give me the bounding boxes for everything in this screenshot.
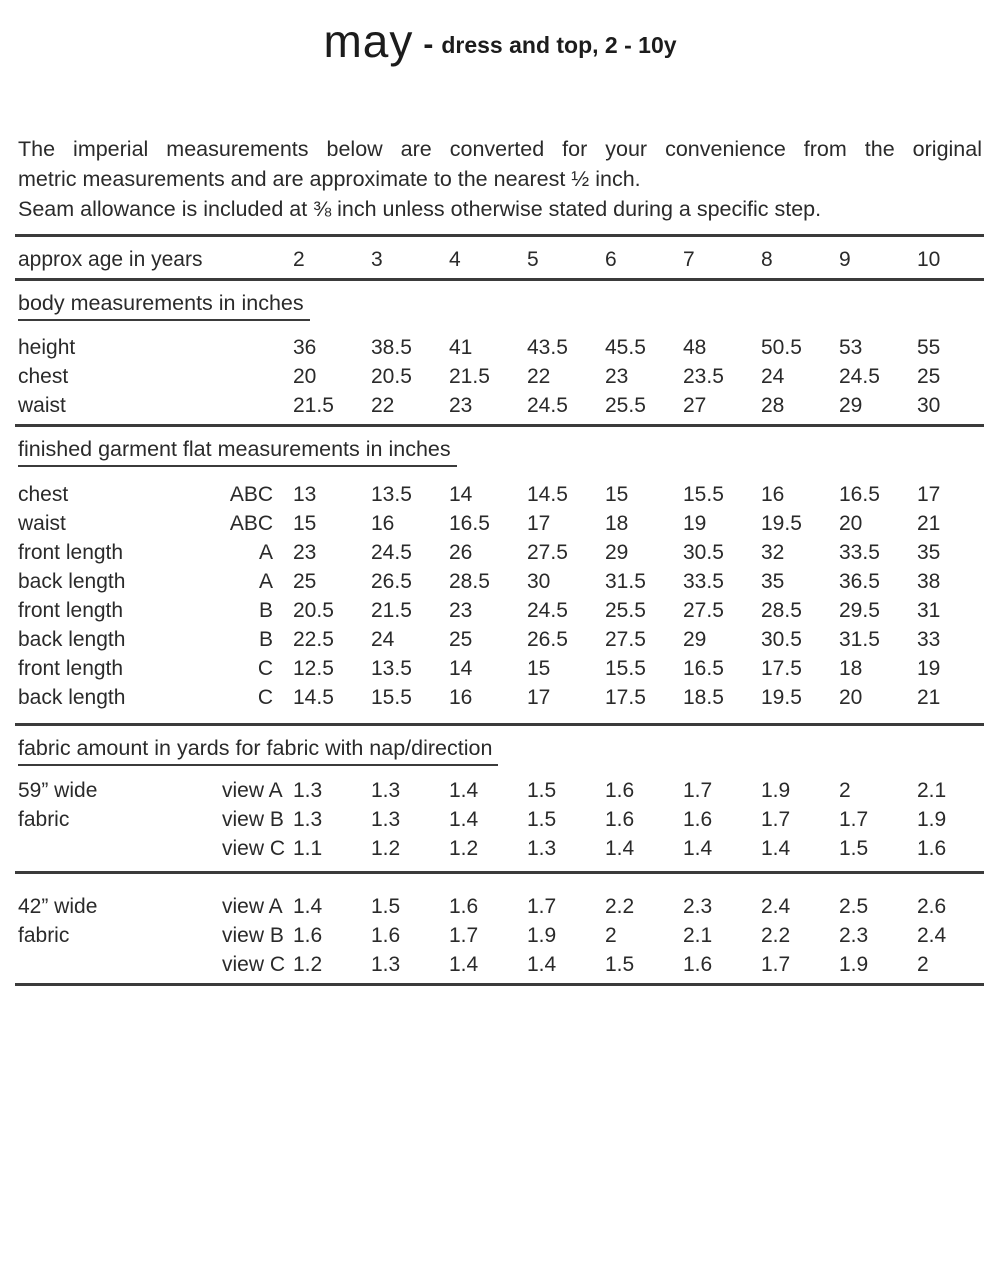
cell-value: 16 bbox=[371, 512, 395, 535]
cell-value: 2 bbox=[917, 953, 929, 976]
cell-value: 14.5 bbox=[527, 483, 568, 506]
cell-value: 2.1 bbox=[683, 924, 713, 947]
cell-value: 26.5 bbox=[527, 628, 568, 651]
divider bbox=[15, 424, 984, 427]
cell-value: 27.5 bbox=[527, 541, 568, 564]
cell-value: 35 bbox=[761, 570, 785, 593]
cell-value: 16.5 bbox=[683, 657, 724, 680]
cell-value: 1.4 bbox=[605, 837, 635, 860]
cell-value: 25 bbox=[449, 628, 473, 651]
fabric-width-label: 59” wide bbox=[18, 779, 98, 802]
fabric-width-label: fabric bbox=[18, 924, 70, 947]
table-row-front-length-b bbox=[18, 596, 982, 625]
row-label: back length bbox=[18, 686, 126, 709]
cell-value: 33.5 bbox=[683, 570, 724, 593]
cell-value: 1.6 bbox=[605, 779, 635, 802]
cell-value: 36 bbox=[293, 336, 317, 359]
cell-value: 19 bbox=[917, 657, 941, 680]
fabric-row-42-view-a bbox=[18, 892, 982, 921]
table-row-front-length-a bbox=[18, 538, 982, 567]
row-variant: B bbox=[258, 599, 273, 622]
row-label: waist bbox=[18, 512, 66, 535]
cell-value: 1.9 bbox=[527, 924, 557, 947]
row-label: back length bbox=[18, 628, 126, 651]
cell-value: 1.9 bbox=[917, 808, 947, 831]
pattern-name: may bbox=[323, 15, 414, 67]
cell-value: 50.5 bbox=[761, 336, 802, 359]
row-variant: view C bbox=[222, 953, 286, 976]
cell-value: 25 bbox=[293, 570, 317, 593]
cell-value: 1.6 bbox=[683, 808, 713, 831]
cell-value: 25.5 bbox=[605, 394, 646, 417]
cell-value: 18 bbox=[839, 657, 863, 680]
fabric-row-59-view-a bbox=[18, 776, 982, 805]
cell-value: 16.5 bbox=[449, 512, 490, 535]
table-row-front-length-c bbox=[18, 654, 982, 683]
cell-value: 45.5 bbox=[605, 336, 646, 359]
cell-value: 1.3 bbox=[371, 953, 401, 976]
cell-value: 18.5 bbox=[683, 686, 724, 709]
table-row-garment-waist bbox=[18, 509, 982, 538]
table-row-back-length-c bbox=[18, 683, 982, 712]
cell-value: 1.7 bbox=[761, 808, 791, 831]
fabric-width-label: fabric bbox=[18, 808, 70, 831]
row-variant: A bbox=[258, 570, 273, 593]
cell-value: 1.6 bbox=[917, 837, 947, 860]
cell-value: 2 bbox=[293, 248, 305, 271]
row-variant: view B bbox=[222, 808, 284, 831]
cell-value: 23 bbox=[449, 599, 473, 622]
fabric-width-label: 42” wide bbox=[18, 895, 98, 918]
cell-value: 19.5 bbox=[761, 512, 802, 535]
divider bbox=[15, 278, 984, 281]
cell-value: 23.5 bbox=[683, 365, 724, 388]
cell-value: 26.5 bbox=[371, 570, 412, 593]
cell-value: 6 bbox=[605, 248, 617, 271]
cell-value: 21.5 bbox=[371, 599, 412, 622]
cell-value: 22 bbox=[371, 394, 395, 417]
cell-value: 19.5 bbox=[761, 686, 802, 709]
cell-value: 17.5 bbox=[761, 657, 802, 680]
cell-value: 1.9 bbox=[839, 953, 869, 976]
cell-value: 15 bbox=[293, 512, 317, 535]
intro-line-3: Seam allowance is included at ⅜ inch unless otherwise stated during a specific step. bbox=[18, 197, 822, 221]
cell-value: 53 bbox=[839, 336, 863, 359]
cell-value: 25.5 bbox=[605, 599, 646, 622]
cell-value: 30.5 bbox=[683, 541, 724, 564]
cell-value: 1.2 bbox=[293, 953, 323, 976]
cell-value: 2.1 bbox=[917, 779, 947, 802]
cell-value: 21 bbox=[917, 686, 941, 709]
table-row-waist bbox=[18, 391, 982, 420]
cell-value: 55 bbox=[917, 336, 941, 359]
row-label: chest bbox=[18, 365, 69, 388]
intro-line-2: metric measurements and are approximate to the nearest ½ inch. bbox=[18, 167, 641, 191]
fabric-row-42-view-b bbox=[18, 921, 982, 950]
cell-value: 38.5 bbox=[371, 336, 412, 359]
row-variant: view B bbox=[222, 924, 284, 947]
cell-value: 2.4 bbox=[761, 895, 791, 918]
table-row-height bbox=[18, 333, 982, 362]
cell-value: 2.6 bbox=[917, 895, 947, 918]
divider bbox=[15, 983, 984, 986]
cell-value: 36.5 bbox=[839, 570, 880, 593]
cell-value: 1.4 bbox=[527, 953, 557, 976]
cell-value: 1.4 bbox=[761, 837, 791, 860]
cell-value: 16 bbox=[449, 686, 473, 709]
title-separator: - bbox=[423, 28, 434, 61]
cell-value: 15 bbox=[527, 657, 551, 680]
row-variant: A bbox=[258, 541, 273, 564]
cell-value: 15.5 bbox=[605, 657, 646, 680]
cell-value: 1.9 bbox=[761, 779, 791, 802]
table-row-garment-chest bbox=[18, 480, 982, 509]
cell-value: 24.5 bbox=[371, 541, 412, 564]
page-title bbox=[0, 0, 1000, 78]
fabric-table-42 bbox=[18, 892, 982, 979]
age-header-row bbox=[18, 237, 982, 274]
section-heading-body: body measurements in inches bbox=[18, 290, 982, 321]
cell-value: 29.5 bbox=[839, 599, 880, 622]
age-row-label: approx age in years bbox=[18, 248, 203, 271]
table-row-back-length-b bbox=[18, 625, 982, 654]
cell-value: 1.4 bbox=[683, 837, 713, 860]
cell-value: 1.6 bbox=[293, 924, 323, 947]
cell-value: 9 bbox=[839, 248, 851, 271]
cell-value: 1.6 bbox=[683, 953, 713, 976]
section-heading-fabric: fabric amount in yards for fabric with nap/direction bbox=[18, 735, 982, 766]
cell-value: 8 bbox=[761, 248, 773, 271]
cell-value: 29 bbox=[839, 394, 863, 417]
cell-value: 15.5 bbox=[683, 483, 724, 506]
cell-value: 28.5 bbox=[761, 599, 802, 622]
row-variant: ABC bbox=[229, 483, 273, 506]
cell-value: 21 bbox=[917, 512, 941, 535]
cell-value: 17.5 bbox=[605, 686, 646, 709]
cell-value: 13 bbox=[293, 483, 317, 506]
cell-value: 1.4 bbox=[449, 779, 479, 802]
cell-value: 4 bbox=[449, 248, 461, 271]
row-label: front length bbox=[18, 657, 124, 680]
cell-value: 1.6 bbox=[371, 924, 401, 947]
cell-value: 23 bbox=[449, 394, 473, 417]
cell-value: 1.7 bbox=[761, 953, 791, 976]
cell-value: 1.7 bbox=[683, 779, 713, 802]
cell-value: 1.6 bbox=[449, 895, 479, 918]
cell-value: 33 bbox=[917, 628, 941, 651]
cell-value: 41 bbox=[449, 336, 473, 359]
cell-value: 19 bbox=[683, 512, 707, 535]
cell-value: 1.4 bbox=[293, 895, 323, 918]
cell-value: 2 bbox=[605, 924, 617, 947]
cell-value: 13.5 bbox=[371, 657, 412, 680]
cell-value: 2.2 bbox=[761, 924, 791, 947]
cell-value: 30 bbox=[917, 394, 941, 417]
intro-line-1: The imperial measurements below are converted for your convenience from the original bbox=[18, 137, 982, 161]
cell-value: 1.7 bbox=[839, 808, 869, 831]
row-label: chest bbox=[18, 483, 69, 506]
cell-value: 24.5 bbox=[527, 599, 568, 622]
cell-value: 27 bbox=[683, 394, 707, 417]
row-label: front length bbox=[18, 599, 124, 622]
cell-value: 31.5 bbox=[605, 570, 646, 593]
cell-value: 1.6 bbox=[605, 808, 635, 831]
cell-value: 2.3 bbox=[839, 924, 869, 947]
cell-value: 1.4 bbox=[449, 808, 479, 831]
cell-value: 27.5 bbox=[683, 599, 724, 622]
cell-value: 16.5 bbox=[839, 483, 880, 506]
row-label: back length bbox=[18, 570, 126, 593]
cell-value: 24 bbox=[371, 628, 395, 651]
cell-value: 21.5 bbox=[449, 365, 490, 388]
cell-value: 29 bbox=[605, 541, 629, 564]
fabric-row-42-view-c bbox=[18, 950, 982, 979]
cell-value: 1.2 bbox=[371, 837, 401, 860]
cell-value: 20.5 bbox=[371, 365, 412, 388]
cell-value: 28.5 bbox=[449, 570, 490, 593]
cell-value: 1.1 bbox=[293, 837, 323, 860]
cell-value: 26 bbox=[449, 541, 473, 564]
row-variant: ABC bbox=[229, 512, 273, 535]
cell-value: 2.2 bbox=[605, 895, 635, 918]
row-variant: C bbox=[257, 657, 273, 680]
cell-value: 1.5 bbox=[605, 953, 635, 976]
cell-value: 1.3 bbox=[371, 808, 401, 831]
cell-value: 1.7 bbox=[527, 895, 557, 918]
cell-value: 1.5 bbox=[527, 779, 557, 802]
cell-value: 17 bbox=[527, 686, 551, 709]
cell-value: 20 bbox=[293, 365, 317, 388]
pattern-subtitle: dress and top, 2 - 10y bbox=[441, 32, 677, 58]
section-heading-garment: finished garment flat measurements in inches bbox=[18, 436, 982, 467]
cell-value: 25 bbox=[917, 365, 941, 388]
cell-value: 23 bbox=[605, 365, 629, 388]
cell-value: 27.5 bbox=[605, 628, 646, 651]
cell-value: 43.5 bbox=[527, 336, 568, 359]
cell-value: 20 bbox=[839, 686, 863, 709]
row-variant: B bbox=[258, 628, 273, 651]
cell-value: 33.5 bbox=[839, 541, 880, 564]
cell-value: 7 bbox=[683, 248, 695, 271]
cell-value: 2 bbox=[839, 779, 851, 802]
cell-value: 20 bbox=[839, 512, 863, 535]
cell-value: 15 bbox=[605, 483, 629, 506]
divider bbox=[15, 723, 984, 726]
cell-value: 10 bbox=[917, 248, 941, 271]
cell-value: 1.3 bbox=[527, 837, 557, 860]
cell-value: 14.5 bbox=[293, 686, 334, 709]
cell-value: 22.5 bbox=[293, 628, 334, 651]
cell-value: 24 bbox=[761, 365, 785, 388]
row-variant: C bbox=[257, 686, 273, 709]
cell-value: 48 bbox=[683, 336, 707, 359]
cell-value: 24.5 bbox=[839, 365, 880, 388]
row-label: front length bbox=[18, 541, 124, 564]
intro-paragraph bbox=[18, 134, 982, 224]
cell-value: 14 bbox=[449, 483, 473, 506]
cell-value: 30.5 bbox=[761, 628, 802, 651]
cell-value: 31 bbox=[917, 599, 941, 622]
cell-value: 3 bbox=[371, 248, 383, 271]
cell-value: 32 bbox=[761, 541, 785, 564]
row-variant: view C bbox=[222, 837, 286, 860]
cell-value: 1.3 bbox=[293, 808, 323, 831]
cell-value: 13.5 bbox=[371, 483, 412, 506]
cell-value: 1.3 bbox=[293, 779, 323, 802]
cell-value: 17 bbox=[917, 483, 941, 506]
cell-value: 1.4 bbox=[449, 953, 479, 976]
cell-value: 28 bbox=[761, 394, 785, 417]
cell-value: 1.7 bbox=[449, 924, 479, 947]
cell-value: 29 bbox=[683, 628, 707, 651]
cell-value: 16 bbox=[761, 483, 785, 506]
cell-value: 30 bbox=[527, 570, 551, 593]
cell-value: 21.5 bbox=[293, 394, 334, 417]
cell-value: 1.5 bbox=[371, 895, 401, 918]
fabric-row-59-view-c bbox=[18, 834, 982, 863]
cell-value: 23 bbox=[293, 541, 317, 564]
cell-value: 15.5 bbox=[371, 686, 412, 709]
cell-value: 5 bbox=[527, 248, 539, 271]
cell-value: 1.5 bbox=[527, 808, 557, 831]
cell-value: 1.5 bbox=[839, 837, 869, 860]
row-variant: view A bbox=[222, 895, 283, 918]
cell-value: 24.5 bbox=[527, 394, 568, 417]
cell-value: 31.5 bbox=[839, 628, 880, 651]
cell-value: 2.4 bbox=[917, 924, 947, 947]
divider bbox=[15, 871, 984, 874]
cell-value: 1.3 bbox=[371, 779, 401, 802]
cell-value: 38 bbox=[917, 570, 941, 593]
cell-value: 2.3 bbox=[683, 895, 713, 918]
row-label: waist bbox=[18, 394, 66, 417]
row-variant: view A bbox=[222, 779, 283, 802]
table-row-chest bbox=[18, 362, 982, 391]
table-row-back-length-a bbox=[18, 567, 982, 596]
cell-value: 22 bbox=[527, 365, 551, 388]
cell-value: 14 bbox=[449, 657, 473, 680]
fabric-table-59 bbox=[18, 776, 982, 863]
cell-value: 2.5 bbox=[839, 895, 869, 918]
cell-value: 17 bbox=[527, 512, 551, 535]
cell-value: 1.2 bbox=[449, 837, 479, 860]
fabric-row-59-view-b bbox=[18, 805, 982, 834]
cell-value: 35 bbox=[917, 541, 941, 564]
row-label: height bbox=[18, 336, 76, 359]
cell-value: 20.5 bbox=[293, 599, 334, 622]
cell-value: 12.5 bbox=[293, 657, 334, 680]
cell-value: 18 bbox=[605, 512, 629, 535]
